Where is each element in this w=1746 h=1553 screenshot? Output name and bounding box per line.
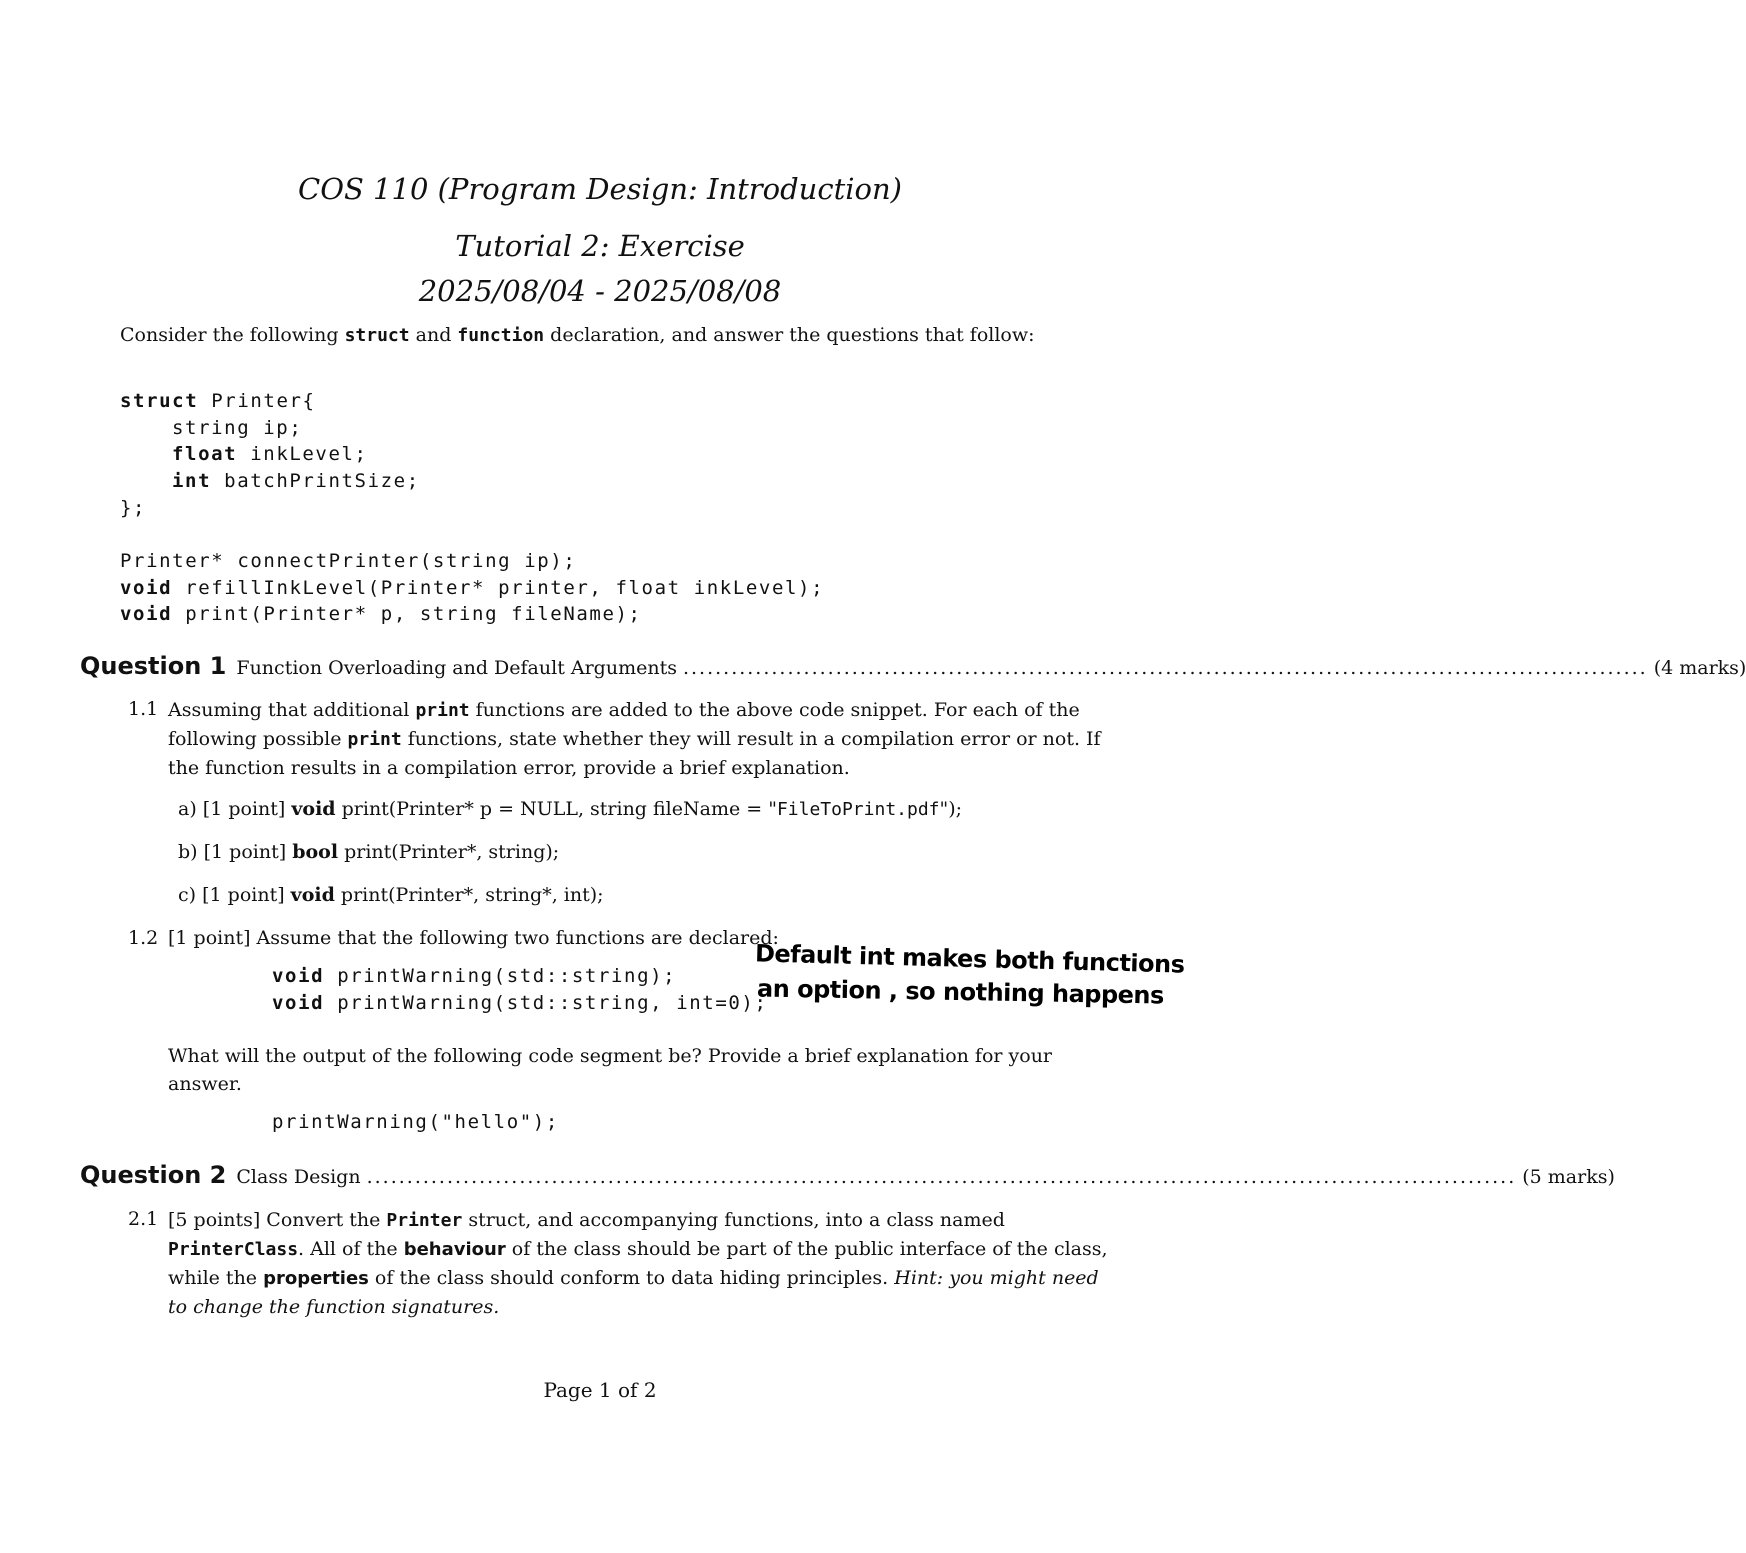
question-1-marks: (4 marks) [1653, 657, 1746, 679]
code-keyword: void [120, 603, 173, 625]
code-text: refillInkLevel(Printer* printer, float inkLevel); [172, 577, 825, 599]
item-c-keyword: void [290, 884, 335, 906]
intro-struct-keyword: struct [344, 325, 410, 346]
q12-call: printWarning("hello"); [272, 1111, 559, 1133]
q21-code: Printer [386, 1210, 463, 1231]
question-2-marks: (5 marks) [1522, 1166, 1615, 1188]
page-number: Page 1 of 2 [543, 1378, 657, 1402]
handwritten-note-line-2: an option , so nothing happens [756, 974, 1165, 1010]
code-keyword: string [172, 417, 251, 439]
tutorial-dates: 2025/08/04 - 2025/08/08 [418, 274, 782, 308]
code-text: batchPrintSize; [211, 470, 420, 492]
item-c-signature: print(Printer*, string*, int); [334, 884, 604, 906]
q12-text [168, 927, 779, 949]
q21-points: [5 points] [168, 1209, 261, 1231]
item-a-label: a) [178, 798, 197, 820]
q21-hint: Hint: you might need to change the function signatures. [168, 1267, 1099, 1318]
code-line-6: Printer* connectPrinter(string ip); [120, 550, 577, 572]
q21-part: Convert the [260, 1209, 387, 1231]
q12-code-line-1 [272, 965, 676, 987]
code-keyword: struct [120, 390, 199, 412]
code-text: inkLevel; [237, 443, 368, 465]
code-keyword: void [272, 992, 325, 1014]
question-1-heading [80, 652, 1746, 680]
q21-code: PrinterClass [168, 1239, 299, 1260]
item-c [178, 884, 604, 906]
code-line-5: }; [120, 497, 147, 519]
item-a-end: "); [939, 798, 963, 820]
q21-number: 2.1 [128, 1208, 159, 1230]
code-text: ip; [250, 417, 303, 439]
q11-part: functions, state whether they will result in a compilation error or not. If the function results in a compilation error, provide a brief explanation. [168, 728, 1101, 779]
q12-statement: Assume that the following two functions are declared: [250, 927, 779, 949]
code-keyword: void [272, 965, 325, 987]
code-keyword: void [120, 577, 173, 599]
item-a [178, 798, 962, 820]
code-text: print(Printer* p, string fileName); [172, 603, 642, 625]
q11-part: functions are added to the above code snippet. For each of the following possible [168, 699, 1080, 750]
code-line-7 [120, 577, 824, 599]
item-b-signature: print(Printer*, string); [338, 841, 560, 863]
item-a-points: [1 point] [202, 798, 286, 820]
intro-text [120, 324, 1035, 346]
question-1-title: Function Overloading and Default Arguments [236, 657, 677, 679]
item-c-label: c) [178, 884, 197, 906]
tutorial-title: Tutorial 2: Exercise [455, 229, 745, 263]
question-1-label: Question 1 [80, 652, 227, 680]
q11-number: 1.1 [128, 698, 159, 720]
intro-before: Consider the following [120, 324, 345, 346]
q21-bold: behaviour [403, 1239, 506, 1260]
question-2-title: Class Design [236, 1166, 361, 1188]
item-a-keyword: void [291, 798, 336, 820]
item-b-keyword: bool [292, 841, 339, 863]
leader-dots: ............................................................................................................................................... [366, 1166, 1517, 1188]
course-title: COS 110 (Program Design: Introduction) [298, 172, 902, 206]
code-text: Printer{ [198, 390, 316, 412]
code-keyword: float [172, 443, 238, 465]
q11-text [168, 696, 1118, 782]
question-2-label: Question 2 [80, 1161, 227, 1189]
intro-function-keyword: function [457, 325, 545, 346]
intro-middle: and [409, 324, 458, 346]
item-a-signature: print(Printer* p = NULL, string fileName = " [335, 798, 777, 820]
item-b-label: b) [178, 841, 198, 863]
q11-part: Assuming that additional [168, 699, 416, 721]
q12-question: What will the output of the following code segment be? Provide a brief explanation for your answer. [168, 1045, 1053, 1095]
leader-dots: ........................................................................................................................ [682, 657, 1648, 679]
code-line-4 [172, 470, 420, 492]
q21-part: struct, and accompanying functions, into a class named [462, 1209, 1005, 1231]
q12-number: 1.2 [128, 927, 159, 949]
item-c-points: [1 point] [202, 884, 285, 906]
code-line-1 [120, 390, 316, 412]
code-line-2 [172, 417, 302, 439]
q21-part: . All of the [298, 1238, 404, 1260]
code-line-3 [172, 443, 368, 465]
q11-code: print [415, 700, 470, 721]
q21-bold: properties [263, 1268, 369, 1289]
q12-points: [1 point] [168, 927, 251, 949]
q21-text [168, 1206, 1118, 1321]
item-b [178, 841, 559, 863]
code-line-8 [120, 603, 642, 625]
q21-part: of the class should conform to data hiding principles. [368, 1267, 895, 1289]
intro-after: declaration, and answer the questions that follow: [544, 324, 1035, 346]
q12-code-line-2 [272, 992, 767, 1014]
code-text: printWarning(std::string); [324, 965, 677, 987]
item-b-points: [1 point] [203, 841, 287, 863]
item-a-filename: FileToPrint.pdf [776, 799, 940, 820]
q11-code: print [347, 729, 402, 750]
code-keyword: int [172, 470, 212, 492]
handwritten-note-line-1: Default int makes both functions [754, 939, 1185, 979]
code-text: printWarning(std::string, int=0); [324, 992, 768, 1014]
question-2-heading [80, 1161, 1615, 1189]
q21-part: of the class should be part of the public interface of the class, while the [168, 1238, 1108, 1289]
